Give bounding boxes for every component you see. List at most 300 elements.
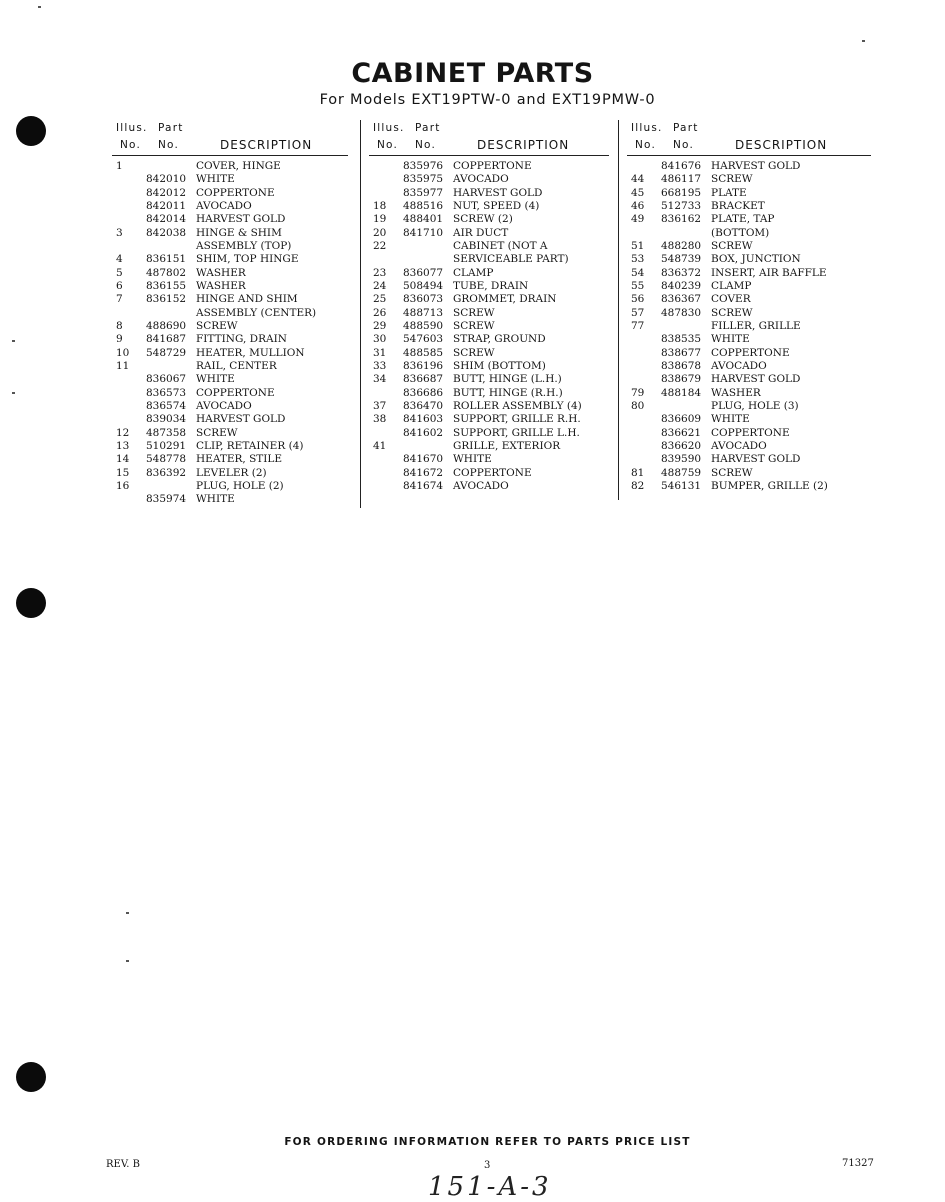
binder-hole-top: [16, 116, 46, 146]
illus-number: 7: [116, 293, 123, 306]
part-number: 836574: [146, 399, 187, 412]
part-number: 836152: [146, 293, 187, 306]
part-description: HARVEST GOLD: [196, 413, 286, 426]
ordering-footer: FOR ORDERING INFORMATION REFER TO PARTS PRICE LIST: [284, 1136, 691, 1148]
header-illus: Illus.: [631, 122, 663, 134]
illus-number: 11: [116, 359, 130, 372]
parts-row: [369, 187, 609, 200]
part-description: WHITE: [453, 453, 492, 466]
illus-number: 44: [631, 173, 645, 186]
illus-number: 41: [373, 439, 387, 452]
part-description: BUTT, HINGE (R.H.): [453, 386, 563, 399]
part-description: SCREW: [453, 319, 495, 332]
part-number: 841670: [403, 453, 444, 466]
part-number: 548778: [146, 453, 187, 466]
parts-row: [369, 333, 609, 346]
parts-row: [627, 467, 871, 480]
parts-row: [627, 427, 871, 440]
parts-row: [112, 213, 348, 226]
part-number: 836155: [146, 279, 187, 292]
part-number: 839590: [661, 453, 702, 466]
part-number: 835976: [403, 160, 444, 172]
illus-number: 77: [631, 319, 645, 332]
header-illus: Illus.: [116, 122, 148, 134]
part-description: ASSEMBLY (CENTER): [196, 306, 317, 319]
part-number: 841672: [403, 466, 444, 479]
illus-number: 38: [373, 413, 387, 426]
parts-row: [627, 200, 871, 213]
part-description: HARVEST GOLD: [453, 186, 543, 199]
illus-number: 49: [631, 213, 645, 226]
illus-number: 46: [631, 199, 645, 212]
column-divider: [618, 120, 619, 500]
part-number: 838679: [661, 373, 702, 386]
parts-row: [112, 400, 348, 413]
illus-number: 5: [116, 266, 123, 279]
parts-row: [369, 360, 609, 373]
part-number: 836621: [661, 426, 702, 439]
illus-number: 12: [116, 426, 130, 439]
part-description: AVOCADO: [196, 399, 252, 412]
part-number: 487358: [146, 426, 187, 439]
illus-number: 29: [373, 319, 387, 332]
part-number: 842014: [146, 213, 187, 226]
illus-number: 55: [631, 279, 645, 292]
header-illus-no: No.: [120, 139, 142, 151]
parts-row: [112, 320, 348, 333]
header-part: Part: [158, 122, 184, 134]
header-illus: Illus.: [373, 122, 405, 134]
parts-row: [112, 187, 348, 200]
parts-row: [369, 387, 609, 400]
part-description: SHIM, TOP HINGE: [196, 253, 299, 266]
parts-column-1: [112, 120, 348, 507]
parts-row: [112, 427, 348, 440]
part-description: AVOCADO: [453, 173, 509, 186]
part-description: CLIP, RETAINER (4): [196, 439, 304, 452]
part-number: 835975: [403, 173, 444, 186]
part-description: HARVEST GOLD: [711, 160, 801, 172]
parts-row: [369, 373, 609, 386]
parts-row: [112, 160, 348, 173]
illus-number: 20: [373, 226, 387, 239]
parts-row: [627, 240, 871, 253]
parts-row: [112, 360, 348, 373]
part-description: BOX, JUNCTION: [711, 253, 801, 266]
parts-row: [112, 373, 348, 386]
part-number: 836162: [661, 213, 702, 226]
part-description: COPPERTONE: [196, 186, 275, 199]
part-description: WASHER: [196, 279, 246, 292]
parts-row: [369, 253, 609, 266]
parts-row: [369, 280, 609, 293]
parts-column-3: [627, 120, 871, 493]
part-description: AVOCADO: [711, 359, 767, 372]
parts-row: [627, 213, 871, 226]
parts-row: [369, 400, 609, 413]
part-number: 512733: [661, 199, 702, 212]
illus-number: 25: [373, 293, 387, 306]
part-description: BUMPER, GRILLE (2): [711, 479, 828, 492]
part-description: HINGE AND SHIM: [196, 293, 298, 306]
parts-row: [627, 253, 871, 266]
part-number: 842012: [146, 186, 187, 199]
parts-row: [369, 293, 609, 306]
illus-number: 33: [373, 359, 387, 372]
part-description: SCREW: [196, 319, 238, 332]
part-description: HEATER, MULLION: [196, 346, 305, 359]
parts-row: [369, 307, 609, 320]
parts-row: [627, 440, 871, 453]
part-number: 836073: [403, 293, 444, 306]
part-description: AIR DUCT: [453, 226, 509, 239]
part-number: 836196: [403, 359, 444, 372]
part-description: SCREW (2): [453, 213, 513, 226]
illus-number: 13: [116, 439, 130, 452]
illus-number: 57: [631, 306, 645, 319]
part-description: CLAMP: [453, 266, 494, 279]
illus-number: 34: [373, 373, 387, 386]
part-number: 841676: [661, 160, 702, 172]
header-part-no: No.: [415, 139, 437, 151]
part-number: 488690: [146, 319, 187, 332]
parts-row: [369, 213, 609, 226]
part-number: 548739: [661, 253, 702, 266]
part-description: AVOCADO: [196, 199, 252, 212]
part-number: 836077: [403, 266, 444, 279]
part-description: BRACKET: [711, 199, 765, 212]
parts-row: [369, 320, 609, 333]
illus-number: 51: [631, 239, 645, 252]
parts-row: [112, 293, 348, 306]
parts-row: [112, 267, 348, 280]
part-description: (BOTTOM): [711, 226, 770, 239]
header-description: DESCRIPTION: [735, 138, 828, 152]
header-part-no: No.: [158, 139, 180, 151]
header-illus-no: No.: [377, 139, 399, 151]
parts-row: [112, 493, 348, 506]
part-number: 488280: [661, 239, 702, 252]
illus-number: 15: [116, 466, 130, 479]
part-description: SCREW: [711, 239, 753, 252]
part-number: 840239: [661, 279, 702, 292]
parts-row: [112, 280, 348, 293]
part-description: WHITE: [196, 493, 235, 506]
parts-row: [112, 453, 348, 466]
parts-row: [627, 373, 871, 386]
rows: [627, 156, 871, 493]
parts-column-2: [369, 120, 609, 493]
illus-number: 81: [631, 466, 645, 479]
illus-number: 54: [631, 266, 645, 279]
parts-row: [627, 160, 871, 173]
page-number: 3: [484, 1160, 491, 1171]
page-title: CABINET PARTS: [351, 58, 594, 89]
part-description: FILLER, GRILLE: [711, 319, 801, 332]
illus-number: 45: [631, 186, 645, 199]
part-description: GROMMET, DRAIN: [453, 293, 557, 306]
illus-number: 14: [116, 453, 130, 466]
illus-number: 10: [116, 346, 130, 359]
parts-row: [369, 227, 609, 240]
part-description: HARVEST GOLD: [711, 453, 801, 466]
part-number: 487802: [146, 266, 187, 279]
illus-number: 4: [116, 253, 123, 266]
illus-number: 9: [116, 333, 123, 346]
part-number: 842010: [146, 173, 187, 186]
rows: [112, 156, 348, 507]
parts-row: [369, 467, 609, 480]
part-number: 841602: [403, 426, 444, 439]
part-number: 508494: [403, 279, 444, 292]
part-number: 488585: [403, 346, 444, 359]
scan-speck: [126, 960, 129, 962]
part-number: 839034: [146, 413, 187, 426]
part-description: SCREW: [711, 306, 753, 319]
parts-row: [369, 173, 609, 186]
part-number: 836573: [146, 386, 187, 399]
part-description: SUPPORT, GRILLE L.H.: [453, 426, 580, 439]
part-description: SCREW: [711, 173, 753, 186]
header-description: DESCRIPTION: [477, 138, 570, 152]
illus-number: 3: [116, 226, 123, 239]
parts-row: [369, 413, 609, 426]
parts-row: [112, 240, 348, 253]
part-description: LEVELER (2): [196, 466, 267, 479]
part-description: COPPERTONE: [453, 160, 532, 172]
part-description: PLUG, HOLE (2): [196, 479, 284, 492]
scan-speck: [38, 6, 41, 8]
parts-row: [627, 187, 871, 200]
part-description: WHITE: [196, 173, 235, 186]
header-part: Part: [673, 122, 699, 134]
part-number: 836620: [661, 439, 702, 452]
part-description: WHITE: [711, 413, 750, 426]
part-description: HEATER, STILE: [196, 453, 283, 466]
header-part: Part: [415, 122, 441, 134]
parts-row: [627, 280, 871, 293]
part-number: 838678: [661, 359, 702, 372]
part-description: SERVICEABLE PART): [453, 253, 569, 266]
column-divider: [360, 120, 361, 508]
scan-speck: [12, 392, 15, 394]
part-description: SCREW: [453, 346, 495, 359]
column-header: [112, 120, 348, 156]
part-description: COPPERTONE: [711, 426, 790, 439]
scan-speck: [862, 40, 865, 42]
part-number: 842011: [146, 199, 187, 212]
parts-row: [112, 347, 348, 360]
part-description: SHIM (BOTTOM): [453, 359, 546, 372]
illus-number: 26: [373, 306, 387, 319]
parts-row: [112, 307, 348, 320]
part-number: 488401: [403, 213, 444, 226]
parts-row: [627, 453, 871, 466]
part-number: 841674: [403, 479, 444, 492]
part-number: 836686: [403, 386, 444, 399]
illus-number: 18: [373, 199, 387, 212]
parts-row: [112, 227, 348, 240]
illus-number: 82: [631, 479, 645, 492]
part-description: BUTT, HINGE (L.H.): [453, 373, 562, 386]
illus-number: 31: [373, 346, 387, 359]
part-number: 548729: [146, 346, 187, 359]
part-number: 546131: [661, 479, 702, 492]
part-number: 841603: [403, 413, 444, 426]
part-description: ASSEMBLY (TOP): [196, 239, 292, 252]
part-number: 668195: [661, 186, 702, 199]
illus-number: 23: [373, 266, 387, 279]
parts-row: [112, 173, 348, 186]
parts-row: [369, 160, 609, 173]
part-number: 836470: [403, 399, 444, 412]
illus-number: 6: [116, 279, 123, 292]
part-description: CLAMP: [711, 279, 752, 292]
part-number: 488516: [403, 199, 444, 212]
parts-row: [627, 173, 871, 186]
parts-row: [627, 480, 871, 493]
part-description: RAIL, CENTER: [196, 359, 277, 372]
part-number: 835974: [146, 493, 187, 506]
binder-hole-middle: [16, 588, 46, 618]
header-illus-no: No.: [635, 139, 657, 151]
part-number: 836367: [661, 293, 702, 306]
parts-row: [369, 480, 609, 493]
part-number: 842038: [146, 226, 187, 239]
part-description: WASHER: [711, 386, 761, 399]
parts-row: [369, 240, 609, 253]
part-number: 836609: [661, 413, 702, 426]
part-description: HARVEST GOLD: [711, 373, 801, 386]
part-number: 487830: [661, 306, 702, 319]
part-description: SCREW: [196, 426, 238, 439]
illus-number: 30: [373, 333, 387, 346]
part-number: 547603: [403, 333, 444, 346]
part-description: COPPERTONE: [196, 386, 275, 399]
parts-row: [627, 227, 871, 240]
part-number: 836067: [146, 373, 187, 386]
header-part-no: No.: [673, 139, 695, 151]
part-description: WHITE: [196, 373, 235, 386]
part-description: NUT, SPEED (4): [453, 199, 540, 212]
part-description: FITTING, DRAIN: [196, 333, 287, 346]
document-number: 71327: [842, 1158, 874, 1169]
part-description: ROLLER ASSEMBLY (4): [453, 399, 582, 412]
part-description: PLATE: [711, 186, 747, 199]
column-header: [369, 120, 609, 156]
part-number: 836372: [661, 266, 702, 279]
parts-row: [627, 320, 871, 333]
part-number: 488590: [403, 319, 444, 332]
part-description: TUBE, DRAIN: [453, 279, 529, 292]
column-header: [627, 120, 871, 156]
parts-row: [369, 200, 609, 213]
parts-row: [627, 307, 871, 320]
parts-row: [369, 347, 609, 360]
parts-row: [627, 360, 871, 373]
parts-row: [627, 347, 871, 360]
parts-row: [369, 440, 609, 453]
parts-row: [112, 200, 348, 213]
part-number: 841687: [146, 333, 187, 346]
part-description: SUPPORT, GRILLE R.H.: [453, 413, 581, 426]
part-description: AVOCADO: [453, 479, 509, 492]
illus-number: 37: [373, 399, 387, 412]
part-description: PLUG, HOLE (3): [711, 399, 799, 412]
parts-row: [627, 387, 871, 400]
part-description: AVOCADO: [711, 439, 767, 452]
illus-number: 56: [631, 293, 645, 306]
part-description: COVER, HINGE: [196, 160, 281, 172]
part-number: 486117: [661, 173, 702, 186]
illus-number: 1: [116, 160, 123, 172]
parts-row: [112, 333, 348, 346]
parts-row: [112, 387, 348, 400]
illus-number: 80: [631, 399, 645, 412]
part-description: CABINET (NOT A: [453, 239, 548, 252]
part-description: WHITE: [711, 333, 750, 346]
parts-row: [627, 267, 871, 280]
scan-speck: [126, 912, 129, 914]
part-number: 835977: [403, 186, 444, 199]
illus-number: 16: [116, 479, 130, 492]
part-description: COPPERTONE: [711, 346, 790, 359]
scan-speck: [12, 340, 15, 342]
rows: [369, 156, 609, 493]
parts-row: [627, 293, 871, 306]
part-number: 836687: [403, 373, 444, 386]
part-number: 488184: [661, 386, 702, 399]
illus-number: 22: [373, 239, 387, 252]
parts-row: [627, 400, 871, 413]
part-number: 838535: [661, 333, 702, 346]
parts-row: [112, 480, 348, 493]
illus-number: 8: [116, 319, 123, 332]
part-number: 841710: [403, 226, 444, 239]
part-description: INSERT, AIR BAFFLE: [711, 266, 827, 279]
header-description: DESCRIPTION: [220, 138, 313, 152]
parts-row: [369, 453, 609, 466]
binder-hole-bottom: [16, 1062, 46, 1092]
part-description: COPPERTONE: [453, 466, 532, 479]
parts-row: [112, 440, 348, 453]
part-number: 836392: [146, 466, 187, 479]
illus-number: 19: [373, 213, 387, 226]
part-number: 836151: [146, 253, 187, 266]
part-description: SCREW: [711, 466, 753, 479]
illus-number: 79: [631, 386, 645, 399]
parts-row: [627, 413, 871, 426]
parts-row: [369, 267, 609, 280]
part-number: 488713: [403, 306, 444, 319]
part-description: HINGE & SHIM: [196, 226, 282, 239]
part-description: STRAP, GROUND: [453, 333, 546, 346]
revision-label: REV. B: [106, 1159, 141, 1170]
part-description: GRILLE, EXTERIOR: [453, 439, 561, 452]
part-description: WASHER: [196, 266, 246, 279]
page-subtitle: For Models EXT19PTW-0 and EXT19PMW-0: [319, 92, 656, 108]
part-description: HARVEST GOLD: [196, 213, 286, 226]
part-description: PLATE, TAP: [711, 213, 775, 226]
part-description: SCREW: [453, 306, 495, 319]
parts-row: [112, 253, 348, 266]
part-number: 488759: [661, 466, 702, 479]
handwritten-note: 151-A-3: [428, 1172, 552, 1202]
parts-row: [112, 413, 348, 426]
parts-row: [627, 333, 871, 346]
part-number: 510291: [146, 439, 187, 452]
part-number: 838677: [661, 346, 702, 359]
